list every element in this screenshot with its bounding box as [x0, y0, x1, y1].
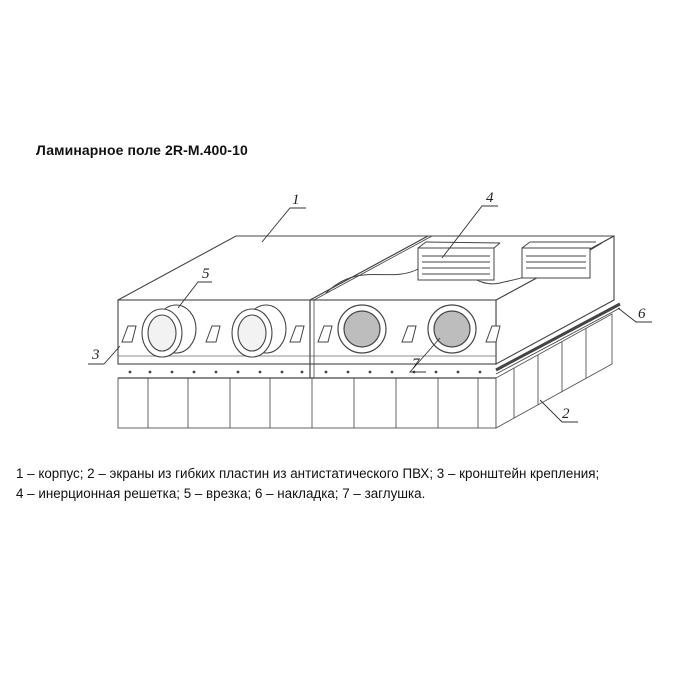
- legend-line-2: 4 – инерционная решетка; 5 – врезка; 6 – накладка; 7 – заглушка.: [16, 486, 426, 501]
- pvc-screens-front: [118, 378, 496, 428]
- callout-1: 1: [292, 192, 300, 208]
- legend-line-1: 1 – корпус; 2 – экраны из гибких пластин из антистатического ПВХ; 3 – кронштейн крепления;: [16, 466, 600, 481]
- callout-7: 7: [412, 356, 420, 372]
- leader-6: [618, 308, 652, 322]
- diagram-title: Ламинарное поле 2R-M.400-10: [36, 142, 248, 158]
- callout-4: 4: [486, 190, 494, 206]
- callout-5: 5: [202, 266, 210, 282]
- leader-2: [540, 400, 578, 422]
- callout-2: 2: [562, 406, 570, 422]
- callout-3: 3: [92, 347, 100, 363]
- callout-6: 6: [638, 306, 646, 322]
- legend: [16, 464, 676, 504]
